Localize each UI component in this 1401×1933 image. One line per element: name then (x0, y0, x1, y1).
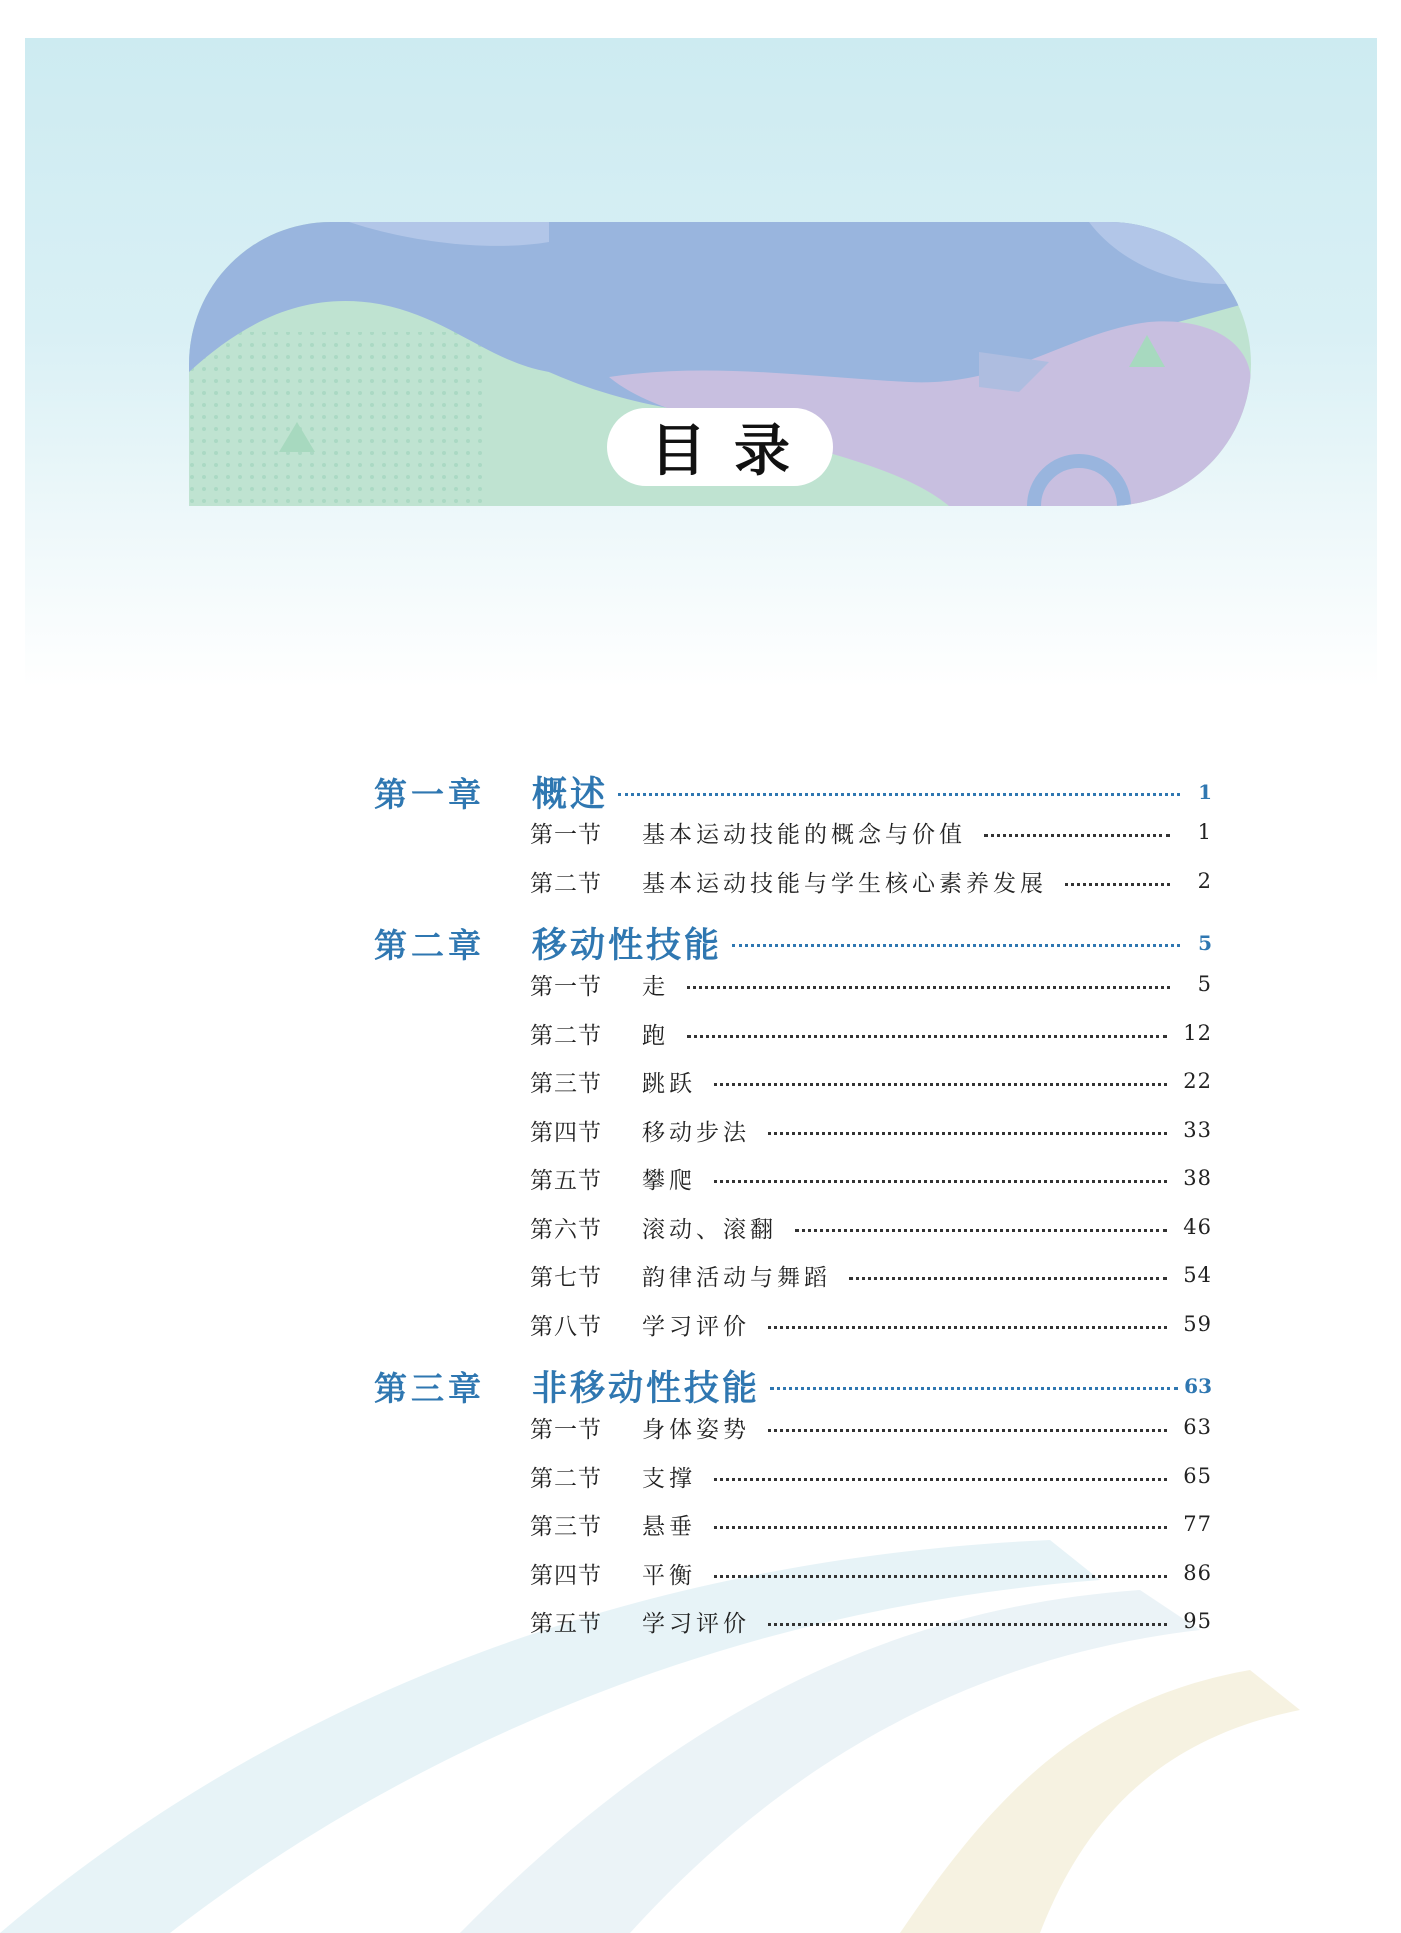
section-number: 第三节 (530, 1070, 602, 1097)
chapter-row[interactable] (374, 767, 1212, 817)
chapter-row[interactable] (374, 918, 1212, 968)
dot-leader (618, 793, 1180, 796)
section-number: 第七节 (530, 1264, 602, 1291)
dot-leader (714, 1180, 1167, 1183)
section-page-number: 86 (1183, 1561, 1212, 1585)
section-title: 学习评价 (642, 1610, 750, 1637)
section-row[interactable] (530, 1456, 1212, 1496)
section-page-number: 54 (1183, 1263, 1212, 1287)
section-row[interactable] (530, 861, 1212, 901)
section-page-number: 65 (1183, 1464, 1212, 1488)
section-number: 第一节 (530, 821, 602, 848)
section-row[interactable] (530, 1158, 1212, 1198)
section-number: 第四节 (530, 1119, 602, 1146)
section-row[interactable] (530, 1255, 1212, 1295)
section-title: 攀爬 (642, 1167, 696, 1194)
section-row[interactable] (530, 1504, 1212, 1544)
section-number: 第六节 (530, 1216, 602, 1243)
section-row[interactable] (530, 964, 1212, 1004)
section-page-number: 33 (1183, 1118, 1212, 1142)
dot-leader (768, 1429, 1167, 1432)
section-row[interactable] (530, 1601, 1212, 1641)
section-page-number: 46 (1183, 1215, 1212, 1239)
section-number: 第二节 (530, 1465, 602, 1492)
section-title: 支撑 (642, 1465, 696, 1492)
section-number: 第五节 (530, 1610, 602, 1637)
section-row[interactable] (530, 1061, 1212, 1101)
section-page-number: 5 (1197, 972, 1212, 996)
section-number: 第八节 (530, 1313, 602, 1340)
section-title: 平衡 (642, 1562, 696, 1589)
dot-leader (1065, 883, 1170, 886)
section-title: 移动步法 (642, 1119, 750, 1146)
section-page-number: 95 (1183, 1609, 1212, 1633)
section-number: 第一节 (530, 973, 602, 1000)
dot-leader (714, 1526, 1167, 1529)
dot-leader (714, 1478, 1167, 1481)
section-title: 学习评价 (642, 1313, 750, 1340)
section-title: 悬垂 (642, 1513, 696, 1540)
section-number: 第二节 (530, 1022, 602, 1049)
section-title: 韵律活动与舞蹈 (642, 1264, 831, 1291)
section-page-number: 2 (1197, 869, 1212, 893)
chapter-title: 概述 (532, 774, 609, 815)
dot-leader (768, 1132, 1167, 1135)
section-page-number: 77 (1183, 1512, 1212, 1536)
section-page-number: 1 (1197, 820, 1212, 844)
dot-leader (768, 1326, 1167, 1329)
chapter-page-number: 63 (1184, 1374, 1212, 1398)
chapter-number: 第二章 (374, 925, 485, 965)
section-row[interactable] (530, 1207, 1212, 1247)
chapter-title: 移动性技能 (532, 925, 723, 966)
dot-leader (768, 1623, 1167, 1626)
dot-leader (714, 1575, 1167, 1578)
section-row[interactable] (530, 1407, 1212, 1447)
chapter-number: 第三章 (374, 1368, 485, 1408)
section-row[interactable] (530, 1553, 1212, 1593)
page-title: 目录 (607, 408, 833, 486)
dot-leader (687, 986, 1170, 989)
chapter-page-number: 5 (1198, 931, 1212, 955)
chapter-title: 非移动性技能 (532, 1368, 761, 1409)
section-number: 第一节 (530, 1416, 602, 1443)
dot-leader (732, 944, 1180, 947)
section-number: 第四节 (530, 1562, 602, 1589)
chapter-number: 第一章 (374, 774, 485, 814)
section-title: 基本运动技能的概念与价值 (642, 821, 966, 848)
chapter-page-number: 1 (1198, 780, 1212, 804)
dot-leader (849, 1277, 1167, 1280)
chapter-row[interactable] (374, 1361, 1212, 1411)
section-title: 跑 (642, 1022, 669, 1049)
section-page-number: 63 (1183, 1415, 1212, 1439)
section-row[interactable] (530, 1304, 1212, 1344)
section-page-number: 22 (1183, 1069, 1212, 1093)
section-number: 第三节 (530, 1513, 602, 1540)
section-row[interactable] (530, 812, 1212, 852)
section-page-number: 38 (1183, 1166, 1212, 1190)
section-title: 滚动、滚翻 (642, 1216, 777, 1243)
section-page-number: 59 (1183, 1312, 1212, 1336)
section-title: 跳跃 (642, 1070, 696, 1097)
section-row[interactable] (530, 1013, 1212, 1053)
dot-leader (770, 1387, 1178, 1390)
dot-leader (984, 834, 1170, 837)
section-page-number: 12 (1183, 1021, 1212, 1045)
section-title: 基本运动技能与学生核心素养发展 (642, 870, 1047, 897)
dot-leader (795, 1229, 1167, 1232)
section-title: 身体姿势 (642, 1416, 750, 1443)
section-number: 第二节 (530, 870, 602, 897)
section-row[interactable] (530, 1110, 1212, 1150)
section-number: 第五节 (530, 1167, 602, 1194)
dot-leader (714, 1083, 1167, 1086)
dot-leader (687, 1035, 1167, 1038)
section-title: 走 (642, 973, 669, 1000)
